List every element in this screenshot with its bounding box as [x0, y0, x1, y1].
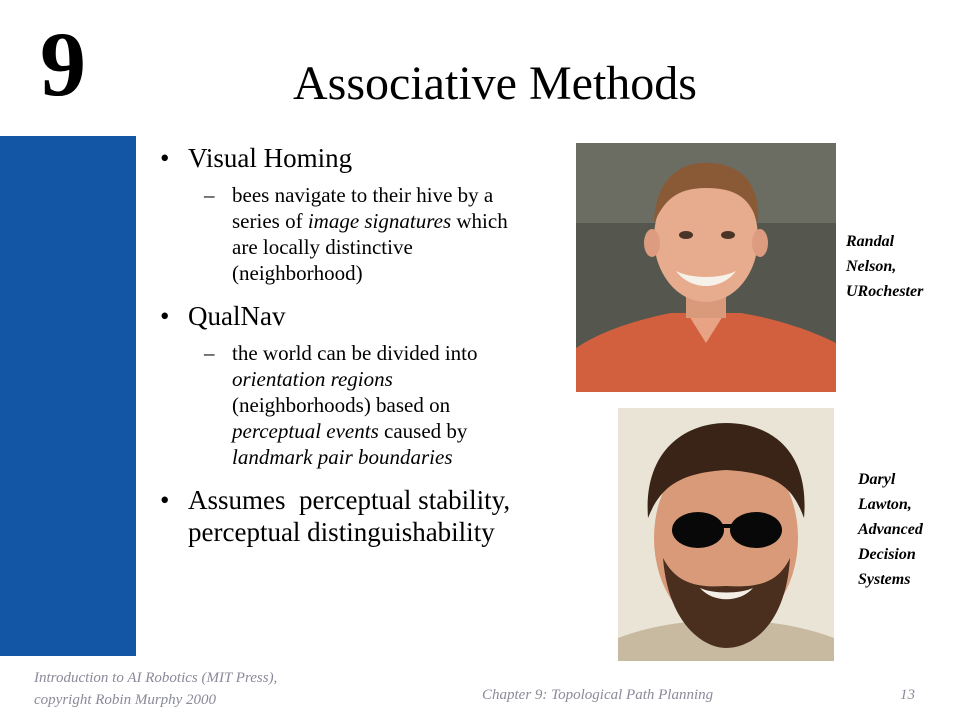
chapter-number: 9: [40, 13, 86, 115]
caption-line: URochester: [846, 283, 924, 300]
caption-randal-nelson: [846, 229, 923, 304]
side-accent-bar: [0, 136, 136, 656]
sub-text-emphasis: orientation regions: [232, 367, 393, 391]
portrait-image: [618, 408, 834, 661]
footer-page-number: 13: [900, 687, 915, 703]
sub-text: caused by: [378, 419, 468, 443]
sub-text: the world can be divided into: [232, 341, 478, 365]
caption-line: Decision: [858, 546, 916, 563]
footer-copyright: [34, 667, 277, 711]
portrait-image: [576, 143, 836, 392]
bullet-label: Visual Homing: [188, 143, 353, 173]
bullet-marker: •: [160, 485, 170, 515]
caption-daryl-lawton: [858, 467, 923, 592]
photo-daryl-lawton: [618, 408, 834, 661]
dash-marker: –: [204, 341, 215, 365]
bullet-visual-homing: [160, 142, 540, 174]
slide-title: Associative Methods: [293, 57, 697, 110]
slide-content: [160, 142, 540, 556]
caption-line: Systems: [858, 571, 911, 588]
caption-line: Lawton,: [858, 496, 912, 513]
bullet-label: Assumes perceptual stability, perceptual distinguishability: [188, 485, 517, 547]
dash-marker: –: [204, 183, 215, 207]
bullet-label: QualNav: [188, 301, 286, 331]
sub-text: (neighborhoods) based on: [232, 393, 451, 417]
footer-line: copyright Robin Murphy 2000: [34, 692, 217, 708]
bullet-qualnav: [160, 300, 540, 332]
sub-bullet-visual-homing: [160, 182, 512, 286]
bullet-marker: •: [160, 301, 170, 331]
footer-chapter: Chapter 9: Topological Path Planning: [482, 687, 714, 703]
caption-line: Nelson,: [846, 258, 897, 275]
sub-text-emphasis: landmark pair boundaries: [232, 445, 453, 469]
sub-text-emphasis: image signatures: [307, 209, 452, 233]
bullet-marker: •: [160, 143, 170, 173]
caption-line: Daryl: [858, 471, 896, 488]
caption-line: Advanced: [858, 521, 923, 538]
bullet-assumptions: [160, 484, 540, 548]
sub-text-emphasis: perceptual events: [232, 419, 379, 443]
photo-randal-nelson: [576, 143, 836, 392]
sub-text: which are locally distinctive (neighborhood): [232, 209, 508, 285]
sub-bullet-qualnav: [160, 340, 512, 470]
sub-text: bees navigate to their hive by a series of: [232, 183, 494, 233]
caption-line: Randal: [846, 233, 895, 250]
footer-line: Introduction to AI Robotics (MIT Press),: [34, 670, 278, 686]
